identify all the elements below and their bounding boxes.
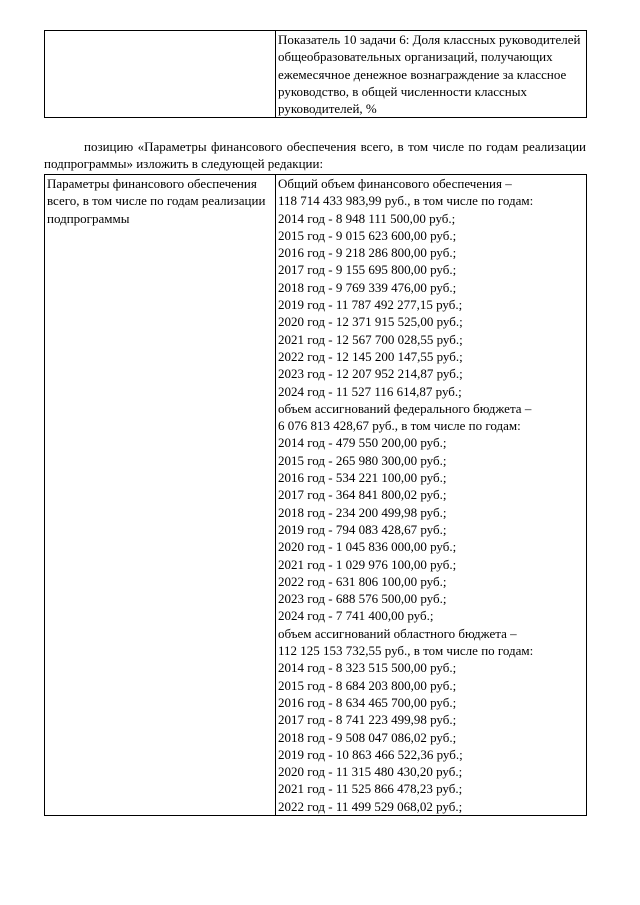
financing-line: 2024 год - 11 527 116 614,87 руб.;	[278, 383, 462, 399]
financing-line: 2022 год - 631 806 100,00 руб.;	[278, 573, 447, 589]
financing-line: 2014 год - 479 550 200,00 руб.;	[278, 435, 447, 451]
financing-line: 2019 год - 794 083 428,67 руб.;	[278, 521, 447, 537]
financing-line: 2015 год - 8 684 203 800,00 руб.;	[278, 677, 457, 693]
financing-line: 2023 год - 688 576 500,00 руб.;	[278, 591, 447, 607]
indicator-left-cell	[45, 31, 276, 118]
financing-line: 2017 год - 8 741 223 499,98 руб.;	[278, 712, 457, 728]
financing-line: 2021 год - 1 029 976 100,00 руб.;	[278, 556, 457, 572]
financing-line: 2016 год - 9 218 286 800,00 руб.;	[278, 245, 457, 261]
financing-line: 112 125 153 732,55 руб., в том числе по годам:	[278, 643, 534, 659]
financing-table	[44, 174, 587, 816]
financing-label-cell: Параметры финансового обеспечения всего, в том числе по годам реализации подпрограммы	[45, 175, 276, 816]
financing-line: 2015 год - 265 980 300,00 руб.;	[278, 452, 447, 468]
financing-line: 2016 год - 534 221 100,00 руб.;	[278, 470, 447, 486]
financing-line: 2022 год - 12 145 200 147,55 руб.;	[278, 348, 463, 364]
financing-line: 118 714 433 983,99 руб., в том числе по годам:	[278, 193, 534, 209]
financing-line: 2021 год - 11 525 866 478,23 руб.;	[278, 781, 463, 797]
financing-line: 2021 год - 12 567 700 028,55 руб.;	[278, 331, 463, 347]
financing-line: 2017 год - 364 841 800,02 руб.;	[278, 487, 447, 503]
financing-line: 2014 год - 8 323 515 500,00 руб.;	[278, 660, 457, 676]
instruction-paragraph	[44, 138, 586, 172]
indicator-table	[44, 30, 587, 118]
financing-line: 2016 год - 8 634 465 700,00 руб.;	[278, 694, 457, 710]
financing-line: объем ассигнований областного бюджета –	[278, 625, 517, 641]
table-row	[45, 175, 587, 816]
financing-line: 2020 год - 1 045 836 000,00 руб.;	[278, 539, 457, 555]
financing-line: 2018 год - 234 200 499,98 руб.;	[278, 504, 447, 520]
financing-line: 2017 год - 9 155 695 800,00 руб.;	[278, 262, 457, 278]
financing-line: 2014 год - 8 948 111 500,00 руб.;	[278, 210, 456, 226]
financing-line: 2023 год - 12 207 952 214,87 руб.;	[278, 366, 463, 382]
financing-values-cell	[276, 175, 587, 816]
financing-line: объем ассигнований федерального бюджета –	[278, 400, 532, 416]
financing-line: 2019 год - 11 787 492 277,15 руб.;	[278, 297, 463, 313]
financing-line: 2019 год - 10 863 466 522,36 руб.;	[278, 746, 463, 762]
indicator-10-cell: Показатель 10 задачи 6: Доля классных руководителей общеобразовательных организаций, получающих ежемесячное денежное вознаграждение за классное руководство, в общей численности классных руководителей, %	[276, 31, 587, 118]
financing-line: 2020 год - 12 371 915 525,00 руб.;	[278, 314, 463, 330]
financing-line: 2018 год - 9 769 339 476,00 руб.;	[278, 279, 457, 295]
financing-line: 6 076 813 428,67 руб., в том числе по годам:	[278, 418, 521, 434]
financing-line: 2022 год - 11 499 529 068,02 руб.;	[278, 798, 463, 814]
financing-line: 2020 год - 11 315 480 430,20 руб.;	[278, 764, 463, 780]
financing-lines	[278, 175, 584, 815]
financing-line: 2018 год - 9 508 047 086,02 руб.;	[278, 729, 457, 745]
instruction-text: позицию «Параметры финансового обеспечения всего, в том числе по годам реализации подпрограммы» изложить в следующей редакции:	[44, 139, 586, 171]
financing-line: Общий объем финансового обеспечения –	[278, 176, 512, 191]
financing-line: 2015 год - 9 015 623 600,00 руб.;	[278, 227, 457, 243]
table-row	[45, 31, 587, 118]
financing-line: 2024 год - 7 741 400,00 руб.;	[278, 608, 434, 624]
